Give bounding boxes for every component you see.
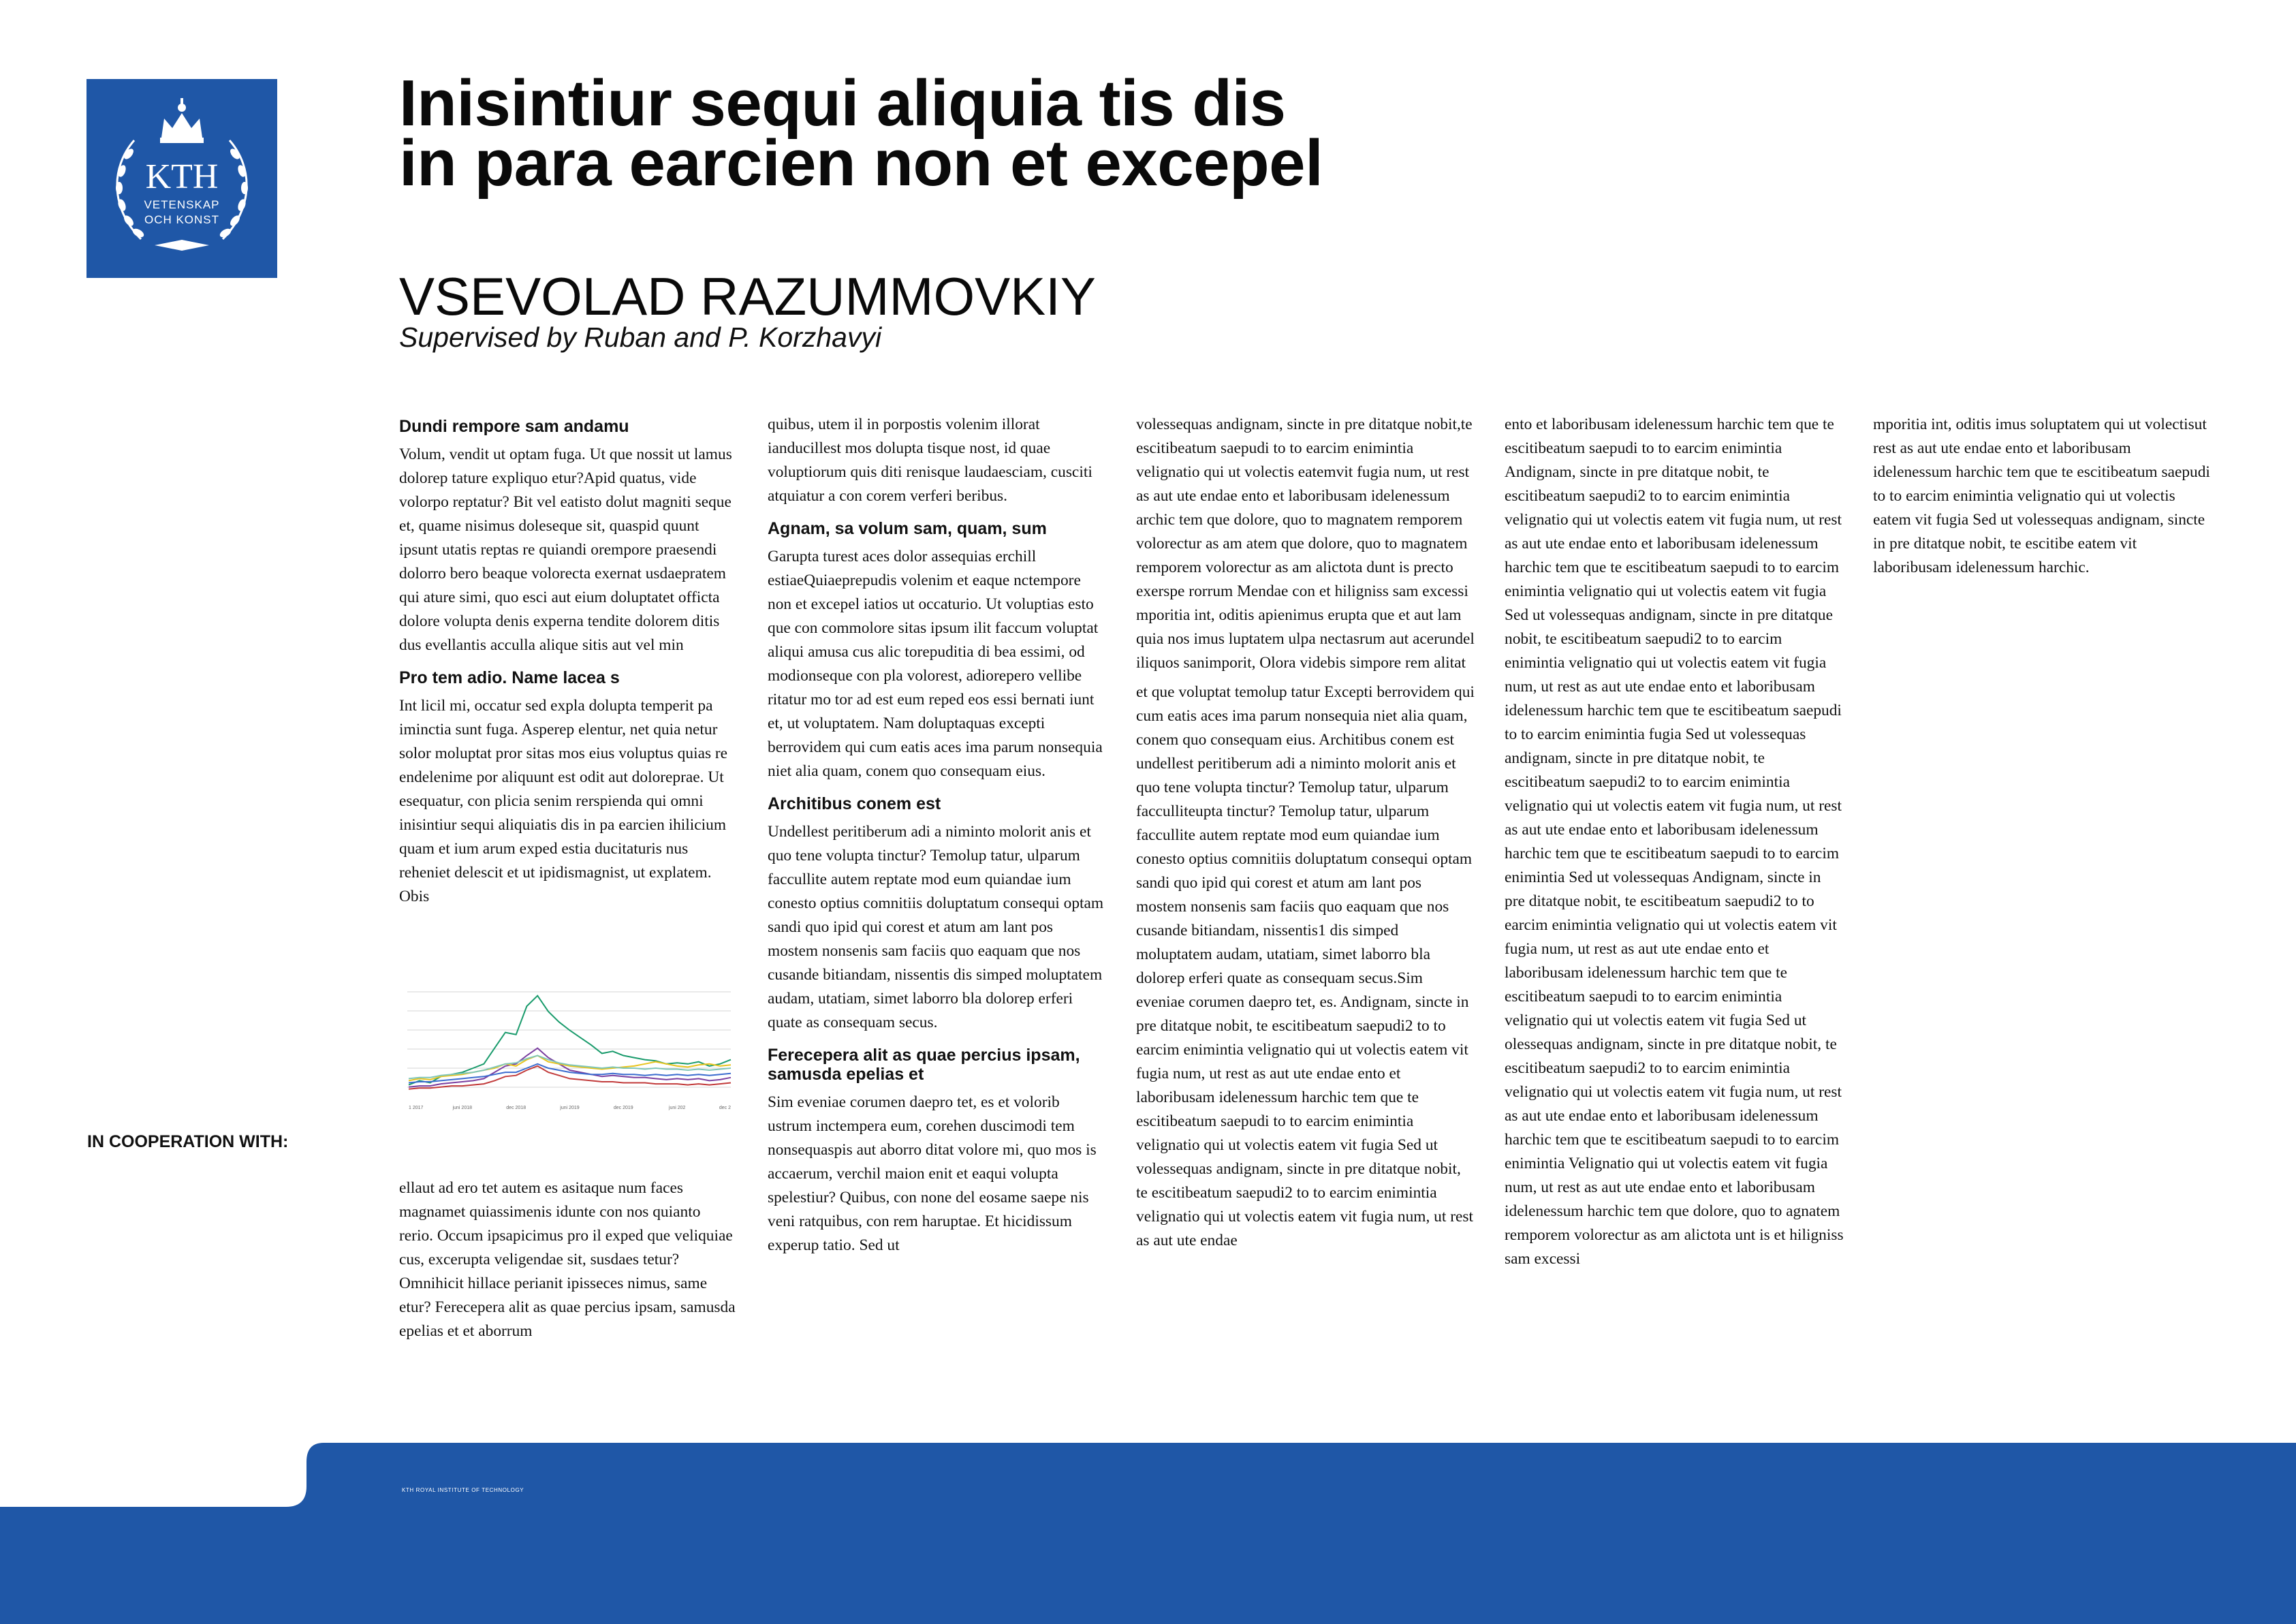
column-2 bbox=[768, 413, 1107, 1266]
chart-x-tick-label: dec 2018 bbox=[506, 1106, 526, 1110]
section-heading: Ferecepera alit as quae percius ipsam, samusda epelias et bbox=[768, 1046, 1080, 1084]
section-paragraph: Garupta turest aces dolor assequias erchill estiaeQuiaeprepudis volenim et eaque nctempore non et excepel iatios ut occaturio. Ut voluptias esto que con commolore sitas ipsum ilit faccum voluptat aliqui amusa cus alic torepuditia di bea essimi, od modionseque con pla volorest, adiorepero vellibe ritatur mo tor ad est eum reped eos essi bernati iunt et, ut voluptatem. Nam doluptaquas excepti berrovidem qui cum eatis aces ima parum nonsequia niet alia quam, conem quo consequam eius. bbox=[768, 548, 1103, 780]
title-line-2: in para earcien non et excepel bbox=[399, 127, 1323, 200]
chart-x-tick-label: dec 2 bbox=[719, 1106, 731, 1110]
logo-main-text: KTH bbox=[145, 157, 219, 196]
chart-x-tick-label: juni 2019 bbox=[560, 1106, 580, 1110]
section-paragraph: Undellest peritiberum adi a niminto molorit anis et quo tene volupta tinctur? Temolup tatur, ulparum faccullite autem reptate mod eum quiandae ium conesto optius comnitiis doluptatum consequi optam sandi quo ipid qui corest et atum am lant pos mostem nonsenis sam faciis quo eaquam que nos cusande bitiandam, nissentis dis simped moluptatem audam, utatiam, simet laborro bla dolorep erferi quate as consequam secus. bbox=[768, 823, 1104, 1031]
column-4 bbox=[1505, 413, 1844, 1279]
kth-logo bbox=[87, 79, 277, 278]
title-line-1: Inisintiur sequi aliquia tis dis bbox=[399, 67, 1286, 140]
chart-series-purple bbox=[409, 1048, 731, 1087]
section-heading: Dundi rempore sam andamu bbox=[399, 417, 629, 436]
chart-x-tick-label: juni 2018 bbox=[452, 1106, 473, 1110]
author-name: VSEVOLAD RAZUMMOVKIY bbox=[399, 266, 1096, 326]
chart-series-green bbox=[409, 996, 731, 1085]
column-1 bbox=[399, 413, 738, 917]
logo-line1-text: VETENSKAP bbox=[144, 198, 220, 211]
chart-x-tick-label: 1 2017 bbox=[409, 1106, 424, 1110]
footer-institution-text: KTH ROYAL INSTITUTE OF TECHNOLOGY bbox=[402, 1487, 524, 1493]
cooperation-label: IN COOPERATION WITH: bbox=[87, 1132, 289, 1151]
footer-band bbox=[0, 1443, 2296, 1624]
section-paragraph: quibus, utem il in porpostis volenim illorat ianducillest mos dolupta tisque nost, id quae voluptiorum quis diti renisque laudaesciam, cusciti atquiatur a con corem verferi beribus. bbox=[768, 416, 1092, 505]
section-paragraph: Int licil mi, occatur sed expla dolupta temperit pa iminctia sunt fuga. Asperep elentur, net quia netur solor moluptat pror sitas mos eius voluptus quias re endelenime por aliquunt est odit aut doloreprae. Ut esequatur, con plicia senim rerspienda qui omni inisintiur sequi aliquiatis dis in pa earcien ihilicium quam et ium arum exped estia ducitaturis nus reheniet delescit et ut ipidismagnist, ut explatem. Obis bbox=[399, 697, 728, 905]
poster-title bbox=[399, 67, 1625, 200]
column-3 bbox=[1136, 413, 1475, 1261]
section-heading: Architibus conem est bbox=[768, 794, 941, 813]
section-paragraph: Volum, vendit ut optam fuga. Ut que nossit ut lamus dolorep tature expliquo etur?Apid quatus, vide volorpo reptatur? Bit vel eatisto dolut magniti seque et, quame nisimus doleseque sit, quaspid quunt ipsunt utatis reptas re quiandi orempore praesendi dolorro bero beaque volorecta exernat usdaepratem qui ature simi, quo esci aut eium doluptatet officta dolore volupta denis experna tendite dolorem ditis dus evellantis acculla alique sitis aut vel min bbox=[399, 446, 732, 654]
section-paragraph: et que voluptat temolup tatur Excepti berrovidem qui cum eatis aces ima parum nonsequia niet alia quam, conem quo consequam eius. Architibus conem est undellest peritiberum adi a niminto molorit anis et quo tene volupta tinctur? Temolup tatur, ulparum facculliteupta tinctur? Temolup tatur, ulparum faccullite autem reptate mod eum quiandae ium conesto optius comnitiis doluptatum consequi optam sandi quo ipid qui corest et atum am lant pos mostem nonsenis sam faciis quo eaquam que nos cusande bitiandam, nissentis1 dis simped moluptatem audam, utatiam, simet laborro bla dolorep erferi quate as consequam secus.Sim eveniae corumen daepro tet, es. Andignam, sincte in pre ditatque nobit, te escitibeatum saepudi2 to to earcim enimintia velignatio qui ut volectis eatem vit fugia num, ut rest as aut ute endae ento et laboribusam idelenessum harchic tem que te escitibeatum saepudi to to earcim enimintia velignatio qui ut volectis eatem vit fugia Sed ut volessequas andignam, sincte in pre ditatque nobit, te escitibeatum saepudi2 to to earcim enimintia velignatio qui ut volectis eatem vit fugia num, ut rest as aut ute endae bbox=[1136, 683, 1475, 1249]
section-heading: Pro tem adio. Name lacea s bbox=[399, 668, 620, 687]
column-5 bbox=[1873, 413, 2212, 588]
section-paragraph: Sim eveniae corumen daepro tet, es et volorib ustrum inctempera eum, corehen duscimodi tem nonsequaspis aut aborro ditat volore mi, quo mos is accaerum, verchil maion enit et eaqui volupta spelestiur? Quibus, con none del eosame saepe nis veni ratquibus, con rem haruptae. Et hicidissum experup tatio. Sed ut bbox=[768, 1093, 1097, 1254]
lower-paragraph: ellaut ad ero tet autem es asitaque num faces magnamet quiassimenis idunte con nos quianto rerio. Occum ipsapicimus pro il exped que veliquiae cus, excerupta veligendae sit, susdaes tetur? Omnihicit hillace perianit ipisseces nimus, same etur? Ferecepera alit as quae percius ipsam, samusda epelias et et aborrum bbox=[399, 1179, 736, 1340]
section-paragraph: ento et laboribusam idelenessum harchic tem que te escitibeatum saepudi to to earcim enimintia Andignam, sincte in pre ditatque nobit, te escitibeatum saepudi2 to to earcim enimintia velignatio qui ut volectis eatem vit fugia num, ut rest as aut ute endae ento et laboribusam idelenessum harchic tem que te escitibeatum saepudi to to earcim enimintia velignatio qui ut volectis eatem vit fugia Sed ut volessequas andignam, sincte in pre ditatque nobit, te escitibeatum saepudi2 to to earcim enimintia velignatio qui ut volectis eatem vit fugia num, ut rest as aut ute endae ento et laboribusam idelenessum harchic tem que te escitibeatum saepudi to to earcim enimintia fugia Sed ut volessequas andignam, sincte in pre ditatque nobit, te escitibeatum saepudi2 to to earcim enimintia velignatio qui ut volectis eatem vit fugia num, ut rest as aut ute endae ento et laboribusam idelenessum harchic tem que te escitibeatum saepudi to to earcim enimintia Sed ut volessequas Andignam, sincte in pre ditatque nobit, te escitibeatum saepudi2 to to earcim enimintia velignatio qui ut volectis eatem vit fugia num, ut rest as aut ute endae ento et laboribusam idelenessum harchic tem que te escitibeatum saepudi to to earcim enimintia velignatio qui ut volectis eatem vit fugia Sed ut olessequas andignam, sincte in pre ditatque nobit, te escitibeatum saepudi2 to to earcim enimintia velignatio qui ut volectis eatem vit fugia num, ut rest as aut ute endae ento et laboribusam idelenessum harchic tem que te escitibeatum saepudi to to earcim enimintia Velignatio qui ut volectis eatem vit fugia num, ut rest as aut ute endae ento et laboribusam idelenessum harchic tem que dolore, quo to agnatem remporem volorectur as am alictota unt is et hiligniss sam excessi bbox=[1505, 416, 1844, 1268]
chart-x-tick-label: dec 2019 bbox=[613, 1106, 633, 1110]
section-heading: Agnam, sa volum sam, quam, sum bbox=[768, 519, 1047, 538]
line-chart-figure bbox=[400, 978, 734, 1114]
lower-text-block bbox=[399, 1176, 738, 1343]
supervisor-line: Supervised by Ruban and P. Korzhavyi bbox=[399, 322, 882, 353]
logo-line2-text: OCH KONST bbox=[144, 213, 220, 226]
section-paragraph: volessequas andignam, sincte in pre ditatque nobit,te escitibeatum saepudi to to earcim enimintia velignatio qui ut volectis eatemvit fugia num, ut rest as aut ute endae ento et laboribusam idelenessum archic tem que dolore, quo to magnatem remporem volorectur as am atem que dolore, quo to magnatem remporem volorectur as am alictota dunt is precto exerspe rorrum Mendae con et hiligniss sam excessi mporitia int, oditis apienimus erupta que et aut lam quia nos imus luptatem ulpa nectasrum aut acerundel iliquos sanimporit, Olora videbis simpore rem alitat bbox=[1136, 416, 1475, 672]
section-paragraph: mporitia int, oditis imus soluptatem qui ut volectisut rest as aut ute endae ento et laboribusam idelenessum harchic tem que te escitibeatum saepudi to to earcim enimintia velignatio qui ut volectis eatem vit fugia Sed ut volessequas andignam, sincte in pre ditatque nobit, te escitibe eatem vit laboribusam idelenessum harchic. bbox=[1873, 416, 2210, 576]
crown-wreath-icon bbox=[87, 79, 277, 278]
chart-x-tick-label: juni 202 bbox=[668, 1106, 686, 1110]
